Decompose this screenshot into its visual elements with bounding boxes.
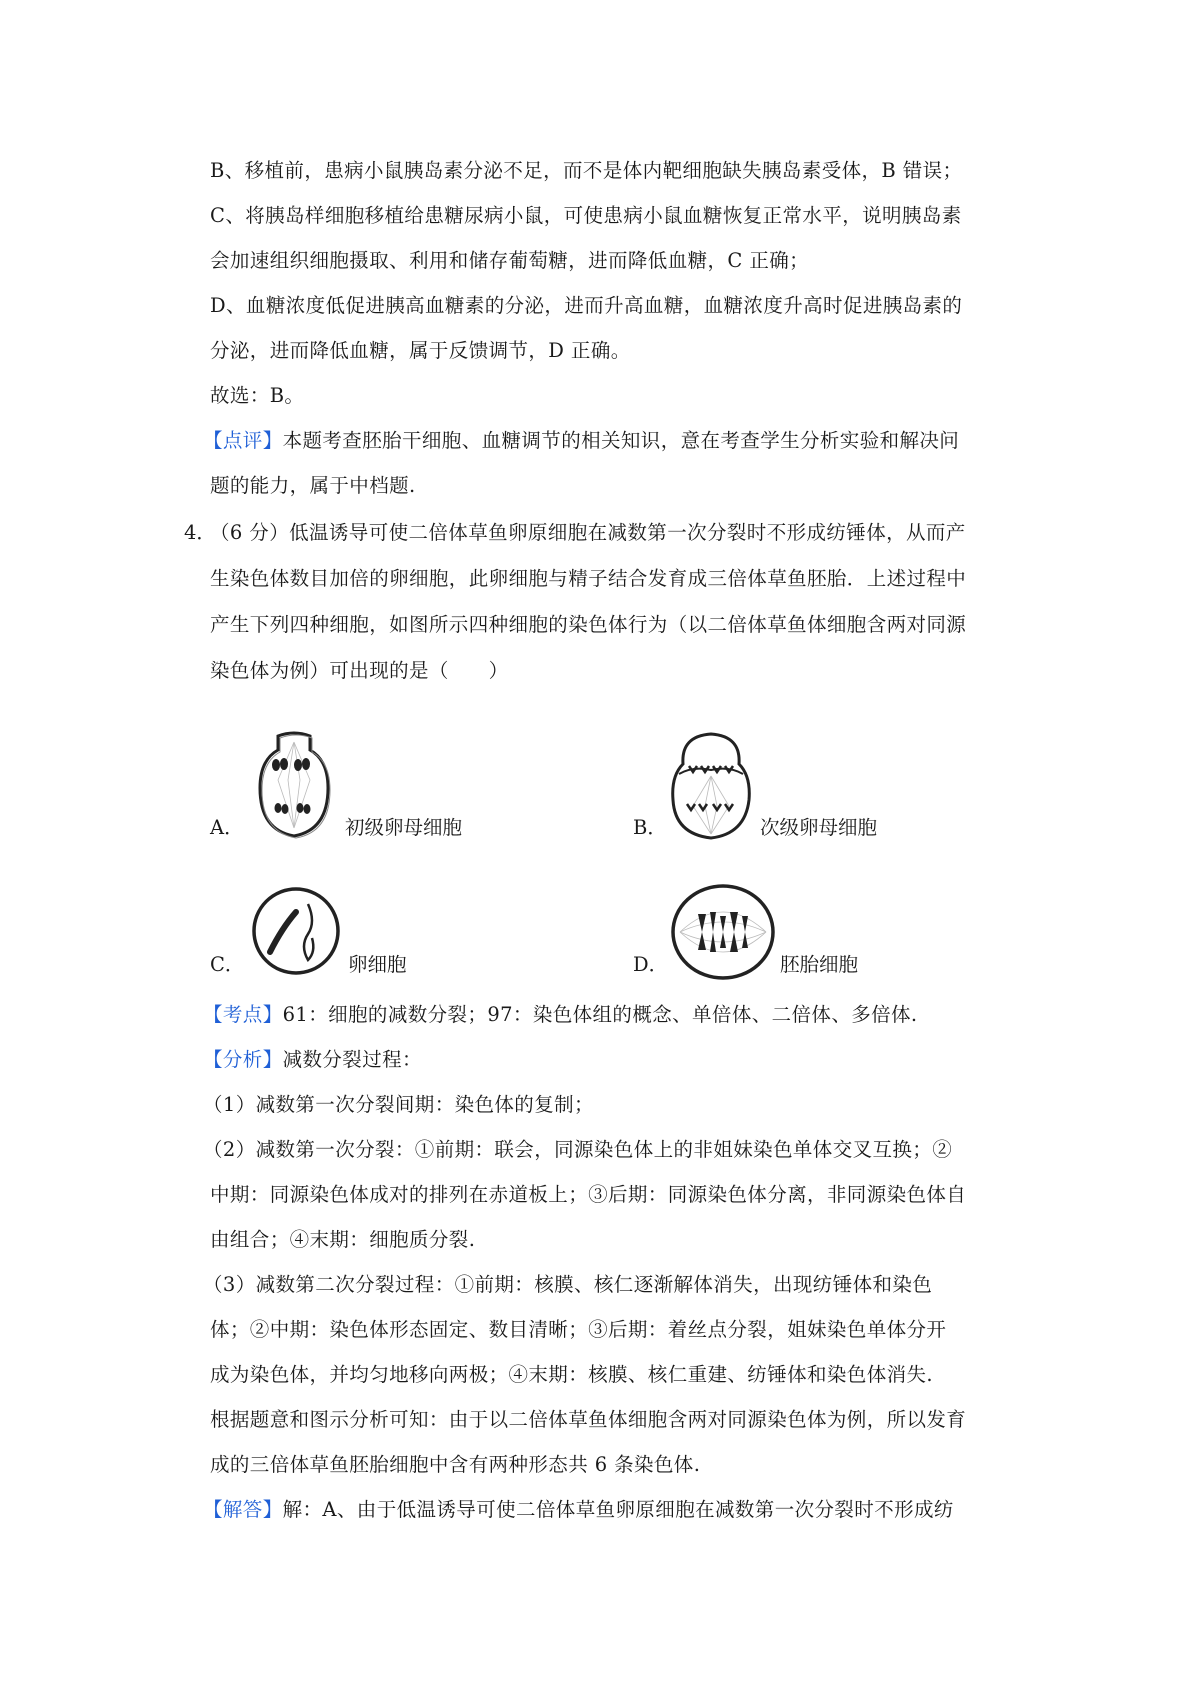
- solution-line-c1: C、将胰岛样细胞移植给患糖尿病小鼠，可使患病小鼠血糖恢复正常水平，说明胰岛素: [210, 204, 962, 227]
- analysis-line-5: （3）减数第二次分裂过程：①前期：核膜、核仁逐渐解体消失，出现纺锤体和染色: [203, 1273, 933, 1296]
- review-line-2: 题的能力，属于中档题.: [210, 474, 416, 497]
- question-line-3: 产生下列四种细胞，如图所示四种细胞的染色体行为（以二倍体草鱼体细胞含两对同源: [210, 613, 967, 636]
- question-line-2: 生染色体数目加倍的卵细胞，此卵细胞与精子结合发育成三倍体草鱼胚胎．上述过程中: [210, 567, 967, 590]
- analysis-line-1: （1）减数第一次分裂间期：染色体的复制；: [203, 1093, 594, 1116]
- solution-line-d2: 分泌，进而降低血糖，属于反馈调节，D 正确。: [210, 339, 631, 362]
- option-a-label: 初级卵母细胞: [345, 816, 463, 839]
- option-c-label: 卵细胞: [348, 953, 407, 976]
- analysis-line-4: 由组合；④末期：细胞质分裂.: [210, 1228, 476, 1251]
- option-b-label: 次级卵母细胞: [760, 816, 878, 839]
- review-text: 本题考查胚胎干细胞、血糖调节的相关知识，意在考查学生分析实验和解决问: [282, 429, 960, 452]
- option-b-cell-image: [665, 730, 757, 842]
- option-d-letter: D．: [633, 953, 669, 976]
- option-d-label: 胚胎细胞: [780, 953, 859, 976]
- option-c-cell-image: [250, 882, 342, 980]
- answer-tag: 【解答】: [203, 1498, 283, 1521]
- option-a-cell-image: [248, 730, 340, 842]
- solution-line-b: B、移植前，患病小鼠胰岛素分泌不足，而不是体内靶细胞缺失胰岛素受体，B 错误；: [210, 159, 963, 182]
- option-b-letter: B．: [633, 816, 667, 839]
- analysis-intro: 减数分裂过程：: [282, 1048, 422, 1071]
- review-line-1: [203, 428, 959, 454]
- question-line-4: 染色体为例）可出现的是（ ）: [210, 659, 509, 682]
- option-d-cell-image: [668, 882, 778, 982]
- analysis-intro-line: [203, 1047, 422, 1073]
- option-a-letter: A．: [210, 816, 244, 839]
- question-number: 4．: [184, 521, 216, 544]
- kaodian-text: 61：细胞的减数分裂；97：染色体组的概念、单倍体、二倍体、多倍体.: [282, 1003, 918, 1026]
- solution-line-d1: D、血糖浓度低促进胰高血糖素的分泌，进而升高血糖，血糖浓度升高时促进胰岛素的: [210, 294, 963, 317]
- solution-conclusion: 故选：B。: [210, 384, 305, 407]
- analysis-line-2: （2）减数第一次分裂：①前期：联会，同源染色体上的非姐妹染色单体交叉互换；②: [203, 1138, 953, 1161]
- analysis-line-8: 根据题意和图示分析可知：由于以二倍体草鱼体细胞含两对同源染色体为例，所以发育: [210, 1408, 967, 1431]
- answer-line: [203, 1497, 954, 1523]
- review-tag: 【点评】: [203, 429, 283, 452]
- analysis-line-6: 体；②中期：染色体形态固定、数目清晰；③后期：着丝点分裂，姐妹染色单体分开: [210, 1318, 947, 1341]
- kaodian-line: [203, 1002, 918, 1028]
- solution-line-c2: 会加速组织细胞摄取、利用和储存葡萄糖，进而降低血糖，C 正确；: [210, 249, 810, 272]
- option-c-letter: C．: [210, 953, 245, 976]
- analysis-line-9: 成的三倍体草鱼胚胎细胞中含有两种形态共 6 条染色体.: [210, 1453, 701, 1476]
- analysis-tag: 【分析】: [203, 1048, 283, 1071]
- analysis-line-7: 成为染色体，并均匀地移向两极；④末期：核膜、核仁重建、纺锤体和染色体消失.: [210, 1363, 933, 1386]
- kaodian-tag: 【考点】: [203, 1003, 283, 1026]
- answer-text: 解：A、由于低温诱导可使二倍体草鱼卵原细胞在减数第一次分裂时不形成纺: [282, 1498, 954, 1521]
- analysis-line-3: 中期：同源染色体成对的排列在赤道板上；③后期：同源染色体分离，非同源染色体自: [210, 1183, 967, 1206]
- question-line-1: （6 分）低温诱导可使二倍体草鱼卵原细胞在减数第一次分裂时不形成纺锤体，从而产: [210, 521, 966, 544]
